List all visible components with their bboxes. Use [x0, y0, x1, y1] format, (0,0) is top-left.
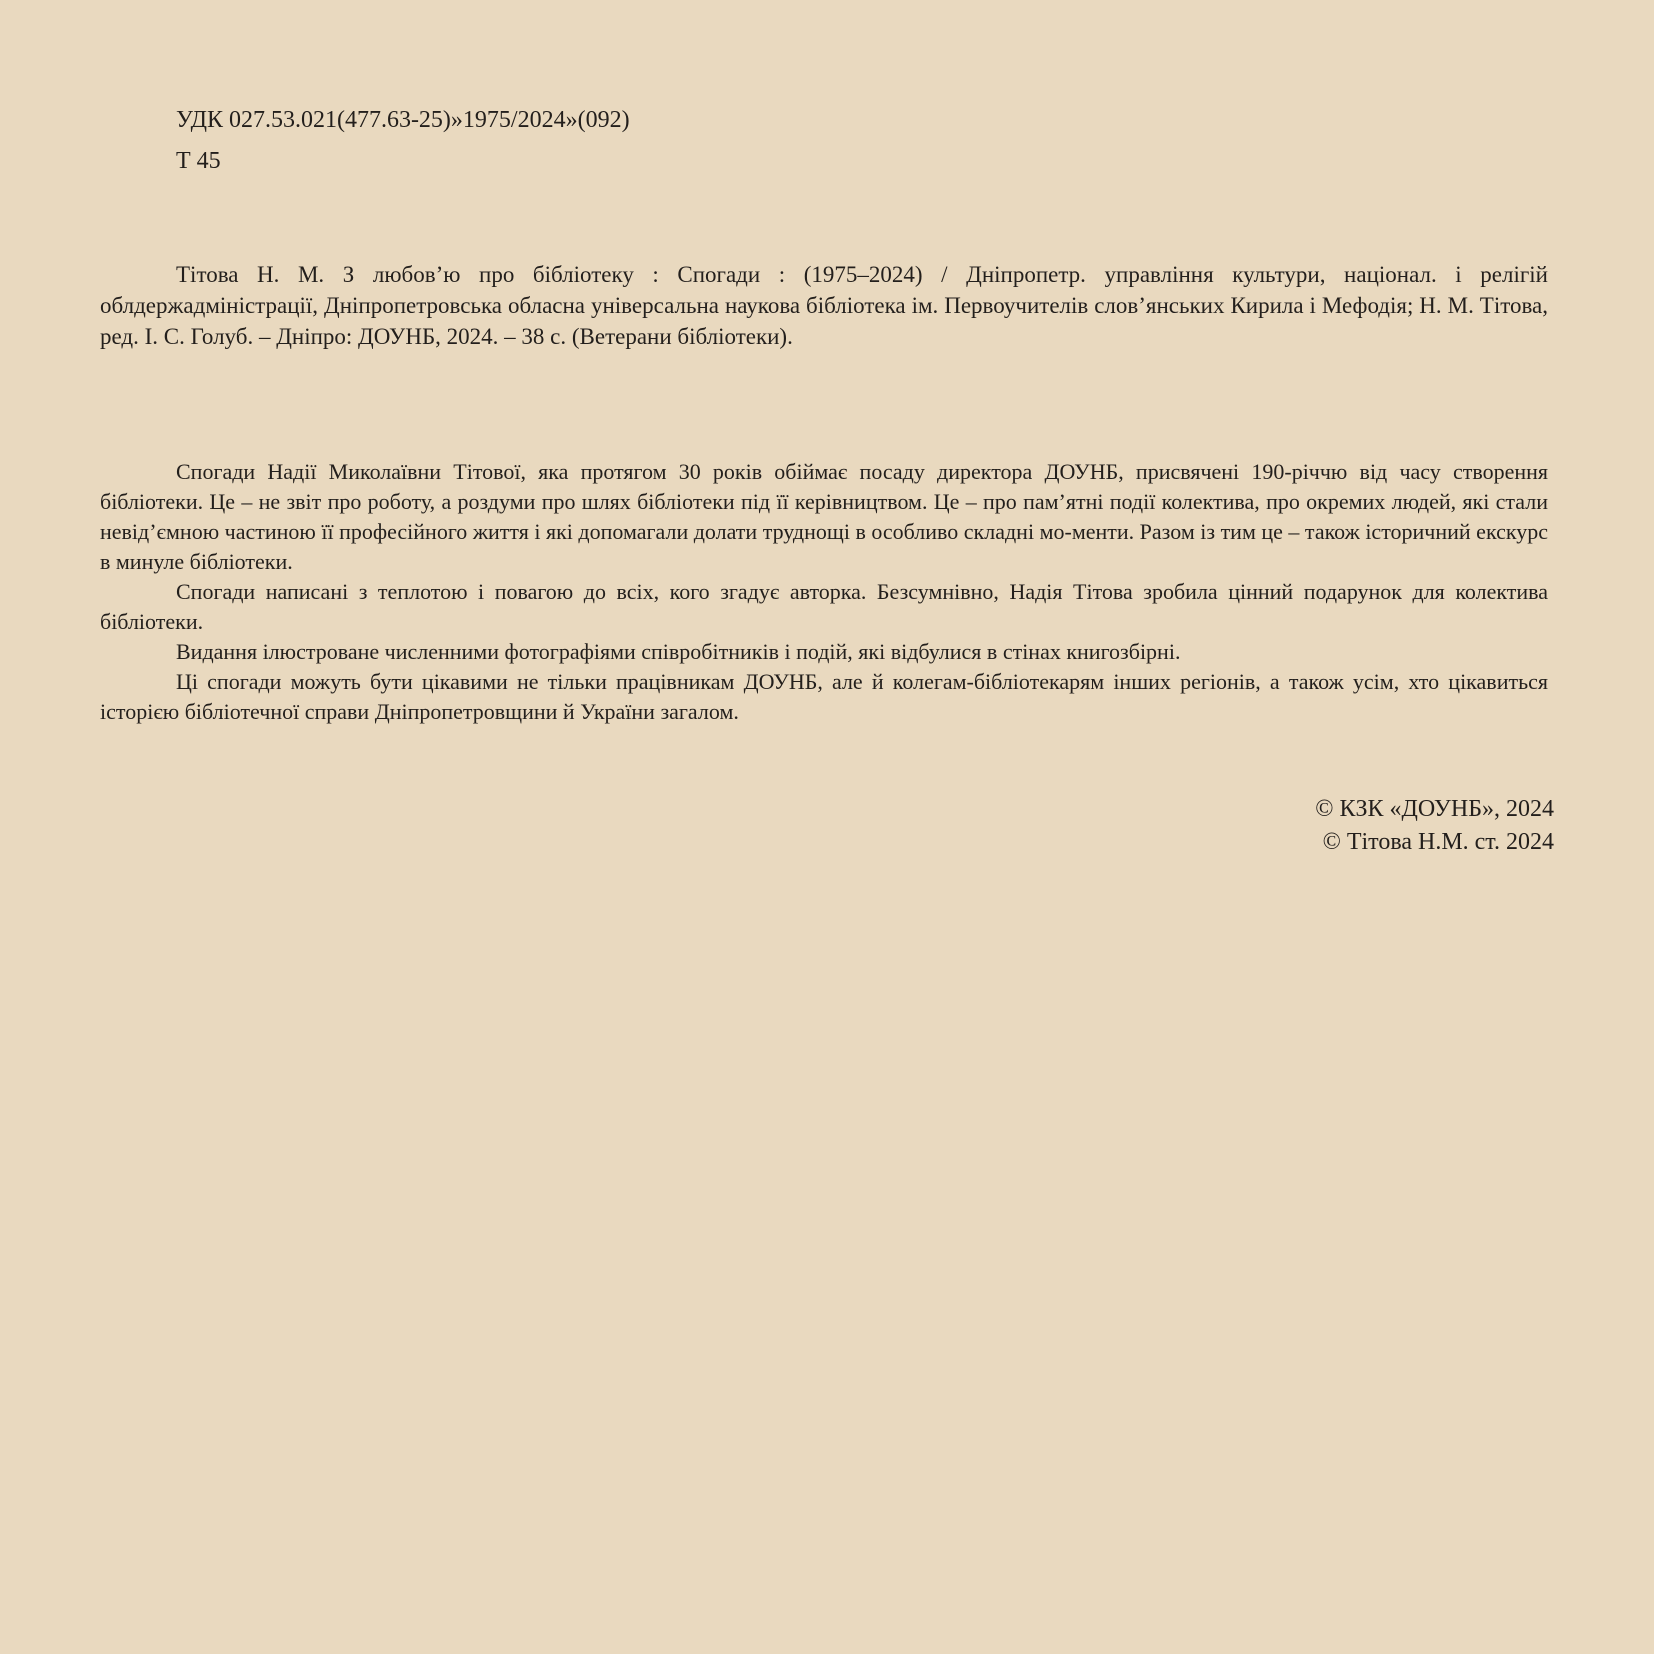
copyright-line-publisher: © КЗК «ДОУНБ», 2024 [1315, 796, 1554, 822]
abstract-paragraph: Спогади написані з теплотою і повагою до всіх, кого згадує авторка. Безсумнівно, Надія Тітова зробила цінний подарунок для колектива бібліотеки. [100, 579, 1548, 634]
udk-index: УДК 027.53.021(477.63-25)»1975/2024»(092) [176, 107, 630, 133]
abstract-paragraph: Видання ілюстроване численними фотографіями співробітників і подій, які відбулися в стінах книгозбірні. [176, 639, 1181, 664]
bibliographic-record [100, 259, 1548, 352]
abstract [100, 457, 1548, 727]
classification-block [176, 100, 630, 182]
copyright-line-author: © Тітова Н.М. ст. 2024 [1322, 829, 1554, 855]
abstract-paragraph: Ці спогади можуть бути цікавими не тільки працівникам ДОУНБ, але й колегам-бібліотекарям інших регіонів, а також усім, хто цікавиться історією бібліотечної справи Дніпропетровщини й України загалом. [100, 669, 1548, 724]
abstract-paragraph: Спогади Надії Миколаївни Тітової, яка протягом 30 років обіймає посаду директора ДОУНБ, присвячені 190-річчю від часу створення бібліотеки. Це – не звіт про роботу, а роздуми про шлях бібліотеки під її керівництвом. Це – про пам’ятні події колектива, про окремих людей, які стали невід’ємною частиною її професійного життя і які допомагали долати труднощі в особливо складні мо-менти. Разом із тим це – також історичний екскурс в минуле бібліотеки. [100, 459, 1548, 574]
copyright-block [1315, 793, 1554, 859]
bibliographic-text: Тітова Н. М. З любов’ю про бібліотеку : Спогади : (1975–2024) / Дніпропетр. управління культури, націонал. і релігій облдержадміністрації, Дніпропетровська обласна універсальна наукова бібліотека ім. Первоучителів слов’янських Кирила і Мефодія; Н. М. Тітова, ред. І. С. Голуб. – Дніпро: ДОУНБ, 2024. – 38 с. (Ветерани бібліотеки). [100, 262, 1548, 349]
author-mark: Т 45 [176, 148, 221, 174]
